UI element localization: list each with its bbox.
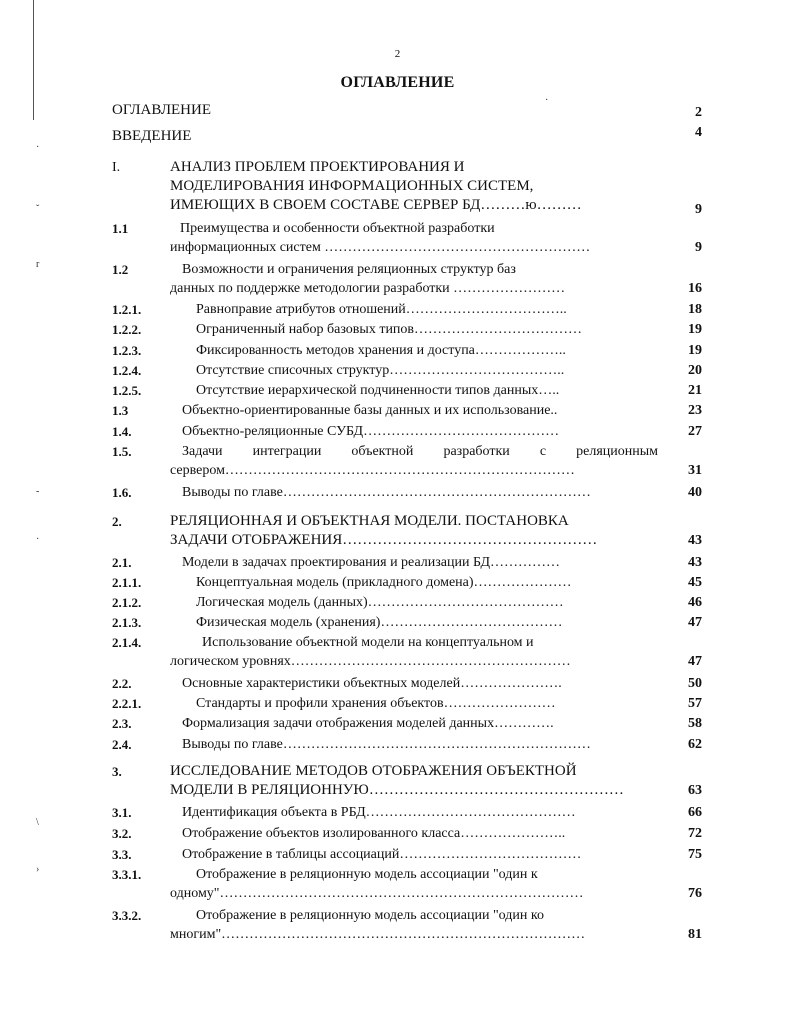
toc-entry-title: Отображение в таблицы ассоциаций………………………………… <box>182 847 582 862</box>
toc-entry-number: 2.1.4. <box>112 635 142 650</box>
toc-entry-number: I. <box>112 160 121 175</box>
toc-entry-title: Фиксированность методов хранения и доступа……………….. <box>196 343 566 358</box>
toc-entry-title: РЕЛЯЦИОННАЯ И ОБЪЕКТНАЯ МОДЕЛИ. ПОСТАНОВКА ЗАДАЧИ ОТОБРАЖЕНИЯ…………………………………………… <box>170 513 598 548</box>
toc-entry-page: 9 <box>695 202 702 217</box>
toc-entry-title: Концептуальная модель (прикладного домена)………………… <box>196 575 572 590</box>
page-number: 2 <box>394 48 401 60</box>
toc-entry-title: Отображение в реляционную модель ассоциации "один к одному"…………………………………………………………………… <box>170 867 584 901</box>
toc-entry-title: Отсутствие иерархической подчиненности типов данных….. <box>196 383 560 398</box>
toc-entry-page: 63 <box>688 783 702 798</box>
toc-entry-page: 76 <box>688 886 702 901</box>
toc-entry-title: Стандарты и профили хранения объектов…………………… <box>196 696 556 711</box>
toc-entry-number: 2.2.1. <box>112 696 142 711</box>
toc-entry-number: 3.3.1. <box>112 867 142 882</box>
scan-speck: r <box>36 259 40 270</box>
toc-entry-number: 2.3. <box>112 716 132 731</box>
toc-entry-number: 3.3.2. <box>112 908 142 923</box>
toc-entry-page: 66 <box>688 805 702 820</box>
toc-entry-title: Объектно-реляционные СУБД…………………………………… <box>182 424 560 439</box>
scan-speck: \ <box>36 817 39 828</box>
toc-entry-title: Идентификация объекта в РБД……………………………………… <box>182 805 576 820</box>
toc-entry-page: 47 <box>688 654 702 669</box>
toc-entry-page: 45 <box>688 575 702 590</box>
toc-entry-title: Логическая модель (данных)…………………………………… <box>196 595 564 610</box>
toc-entry-number: 1.5. <box>112 444 132 459</box>
toc-entry-page: 58 <box>688 716 702 731</box>
toc-entry-title: Основные характеристики объектных моделей…………………. <box>182 676 562 691</box>
toc-entry-number: 1.2.5. <box>112 383 142 398</box>
toc-entry-number: 1.2 <box>112 262 129 277</box>
toc-entry-page: 4 <box>695 125 702 140</box>
toc-entry-page: 81 <box>688 927 702 942</box>
toc-entry-title: Отображение в реляционную модель ассоциации "один ко многим"…………………………………………………………………… <box>170 908 586 942</box>
toc-entry-number: 3. <box>112 764 122 779</box>
toc-entry-title: Равноправие атрибутов отношений…………………………….. <box>196 302 567 317</box>
toc-entry-number: 1.2.4. <box>112 363 142 378</box>
toc-entry-title: ИССЛЕДОВАНИЕ МЕТОДОВ ОТОБРАЖЕНИЯ ОБЪЕКТНОЙ МОДЕЛИ В РЕЛЯЦИОННУЮ…………………………………………… <box>170 763 624 798</box>
scan-speck: - <box>36 486 40 497</box>
toc-title: ОГЛАВЛЕНИЕ <box>340 74 455 91</box>
toc-entry-page: 46 <box>688 595 702 610</box>
toc-entry-page: 57 <box>688 696 702 711</box>
toc-entry-title: Физическая модель (хранения)………………………………… <box>196 615 563 630</box>
toc-entry-number: 1.3 <box>112 403 129 418</box>
toc-entry-title: Модели в задачах проектирования и реализации БД…………… <box>182 555 561 570</box>
toc-entry-number: 2.1.3. <box>112 615 142 630</box>
toc-entry-page: 72 <box>688 826 702 841</box>
toc-entry-page: 21 <box>688 383 702 398</box>
toc-entry-page: 75 <box>688 847 702 862</box>
toc-entry-title: ОГЛАВЛЕНИЕ <box>112 102 211 118</box>
toc-entry-number: 1.2.2. <box>112 322 142 337</box>
toc-entry-number: 3.1. <box>112 805 132 820</box>
toc-entry-title: ВВЕДЕНИЕ <box>112 128 192 144</box>
scan-speck: · <box>36 142 40 153</box>
scan-margin-line <box>33 0 34 120</box>
toc-entry-title: Отображение объектов изолированного класса………………….. <box>182 826 566 841</box>
scan-speck: · <box>545 95 549 106</box>
toc-entry-title: Отсутствие списочных структур……………………………….. <box>196 363 565 378</box>
toc-entry-number: 2.1. <box>112 555 132 570</box>
toc-entry-page: 16 <box>688 281 702 296</box>
toc-entry-title: Объектно-ориентированные базы данных и их использование.. <box>182 403 558 418</box>
scan-speck: › <box>36 864 40 875</box>
toc-entry-page: 62 <box>688 737 702 752</box>
toc-entry-number: 1.4. <box>112 424 132 439</box>
toc-entry-title: Выводы по главе………………………………………………………… <box>182 737 591 752</box>
toc-entry-title: Задачи интеграции объектной разработки с реляционным сервером………………………………………………………………… <box>170 444 658 478</box>
toc-entry-title: Формализация задачи отображения моделей данных…………. <box>182 716 554 731</box>
toc-entry-number: 1.1 <box>112 221 129 236</box>
toc-entry-number: 2.1.1. <box>112 575 142 590</box>
toc-entry-page: 20 <box>688 363 702 378</box>
toc-entry-page: 19 <box>688 343 702 358</box>
toc-entry-page: 43 <box>688 555 702 570</box>
toc-entry-number: 3.2. <box>112 826 132 841</box>
toc-entry-number: 2. <box>112 514 122 529</box>
toc-entry-number: 2.1.2. <box>112 595 142 610</box>
toc-entry-number: 2.4. <box>112 737 132 752</box>
toc-entry-number: 2.2. <box>112 676 132 691</box>
toc-entry-title: АНАЛИЗ ПРОБЛЕМ ПРОЕКТИРОВАНИЯ И МОДЕЛИРОВАНИЯ ИНФОРМАЦИОННЫХ СИСТЕМ, ИМЕЮЩИХ В СВОЕМ СОСТАВЕ СЕРВЕР БД………ю……… <box>170 159 582 213</box>
toc-entry-page: 2 <box>695 105 702 120</box>
toc-entry-title: Выводы по главе………………………………………………………… <box>182 485 591 500</box>
toc-entry-number: 3.3. <box>112 847 132 862</box>
toc-entry-page: 47 <box>688 615 702 630</box>
scan-speck: · <box>36 534 40 545</box>
toc-entry-page: 43 <box>688 533 702 548</box>
toc-entry-page: 40 <box>688 485 702 500</box>
toc-entry-page: 50 <box>688 676 702 691</box>
toc-entry-title: Преимущества и особенности объектной разработки информационных систем ………………………………………………… <box>170 221 591 255</box>
toc-entry-number: 1.2.3. <box>112 343 142 358</box>
toc-entry-title: Использование объектной модели на концептуальном и логическом уровнях…………………………………………………… <box>170 635 571 669</box>
toc-entry-page: 23 <box>688 403 702 418</box>
toc-entry-page: 18 <box>688 302 702 317</box>
toc-entry-page: 19 <box>688 322 702 337</box>
toc-entry-page: 27 <box>688 424 702 439</box>
toc-entry-page: 31 <box>688 463 702 478</box>
toc-entry-page: 9 <box>695 240 702 255</box>
scan-speck: ˇ <box>36 204 40 215</box>
toc-entry-title: Ограниченный набор базовых типов……………………………… <box>196 322 583 337</box>
toc-entry-number: 1.2.1. <box>112 302 142 317</box>
toc-entry-title: Возможности и ограничения реляционных структур баз данных по поддержке методологии разработки …………………… <box>170 262 566 296</box>
toc-entry-number: 1.6. <box>112 485 132 500</box>
